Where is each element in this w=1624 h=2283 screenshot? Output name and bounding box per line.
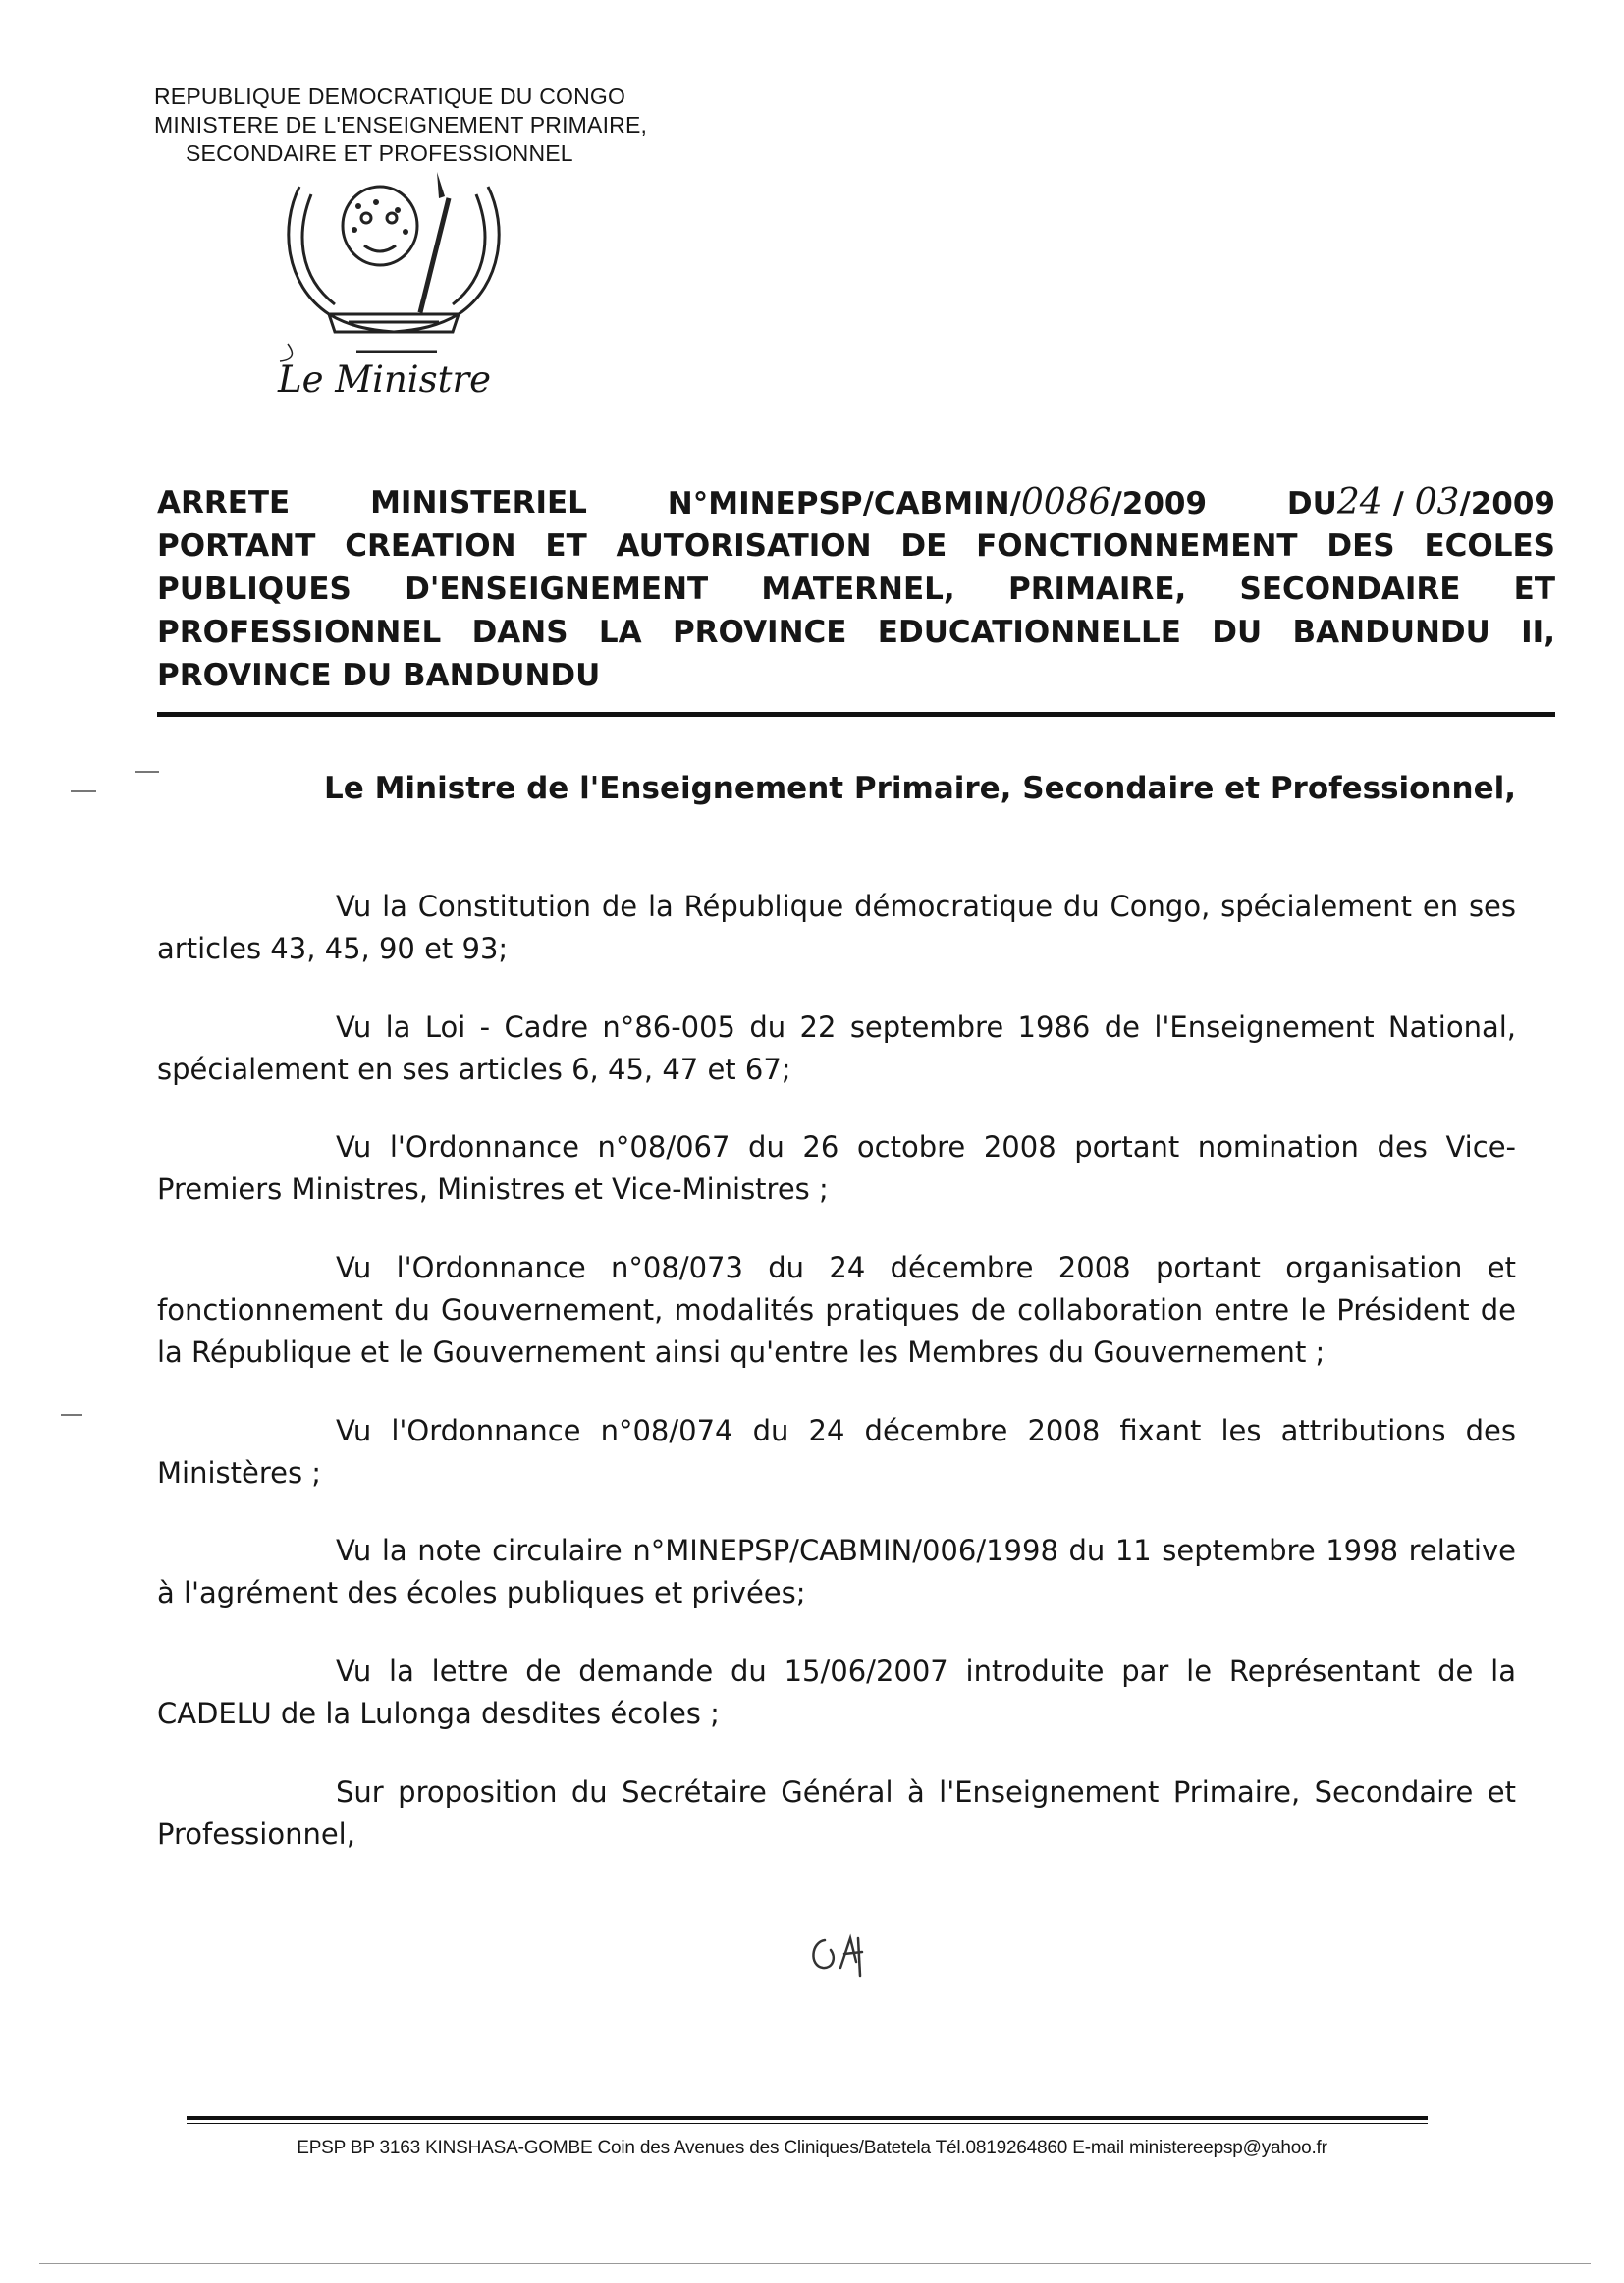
minister-heading: Le Ministre de l'Enseignement Primaire, Secondaire et Professionnel, [324,771,1517,806]
visa-ordonnance-074: Vu l'Ordonnance n°08/074 du 24 décembre 2008 fixant les attributions des Ministères ; [157,1414,1516,1490]
visa-lettre-demande: Vu la lettre de demande du 15/06/2007 introduite par le Représentant de la CADELU de la Lulonga desdites écoles ; [157,1655,1516,1730]
visa-loi-cadre: Vu la Loi - Cadre n°86-005 du 22 septembre 1986 de l'Enseignement National, spécialement en ses articles 6, 45, 47 et 67; [157,1010,1516,1086]
visa-ordonnance-073: Vu l'Ordonnance n°08/073 du 24 décembre 2008 portant organisation et fonctionnement du Gouvernement, modalités pratiques de collaboration entre le Président de la République et le Gouvernement ainsi qu'entre les Membres du Gouvernement ; [157,1251,1516,1369]
visa-ordonnance-067: Vu l'Ordonnance n°08/067 du 26 octobre 2008 portant nomination des Vice-Premiers Ministres, Ministres et Vice-Ministres ; [157,1130,1516,1206]
footer-divider [187,2116,1428,2120]
title-month: 03 [1414,482,1460,522]
scan-edge-line [39,2263,1591,2264]
handwritten-initials-icon [805,1932,870,1978]
letterhead [154,82,647,168]
margin-mark [61,1414,82,1416]
visa-constitution: Vu la Constitution de la République démocratique du Congo, spécialement en ses articles 43, 45, 90 et 93; [157,890,1516,965]
signature-title: Le Ministre [278,358,492,401]
title-ref-number: 0086 [1020,482,1111,522]
letterhead-ministry: MINISTERE DE L'ENSEIGNEMENT PRIMAIRE, [154,112,648,137]
coat-of-arms-leopard-icon [270,167,517,363]
footer-divider-thin [187,2123,1428,2124]
title-arrete: ARRETE [157,485,291,520]
title-ministeriel: MINISTERIEL [370,485,587,520]
letterhead-ministry-cont: SECONDAIRE ET PROFESSIONNEL [186,140,573,166]
margin-mark [135,771,159,773]
title-reference: N°MINEPSP/CABMIN/0086/2009 [667,482,1208,522]
footer-contact: EPSP BP 3163 KINSHASA-GOMBE Coin des Avenues des Cliniques/Batetela Tél.0819264860 E-mail ministereepsp@yahoo.fr [297,2138,1327,2158]
title-date: DU24 / 03/2009 [1286,482,1555,522]
proposition-secretaire-general: Sur proposition du Secrétaire Général à l'Enseignement Primaire, Secondaire et Professionnel, [157,1775,1516,1851]
letterhead-country: REPUBLIQUE DEMOCRATIQUE DU CONGO [154,83,626,109]
visa-note-circulaire: Vu la note circulaire n°MINEPSP/CABMIN/006/1998 du 11 septembre 1998 relative à l'agrément des écoles publiques et privées; [157,1534,1516,1609]
title-line-2: PORTANT CREATION ET AUTORISATION DE FONCTIONNEMENT DES ECOLES [157,528,1555,564]
title-line-3: PUBLIQUES D'ENSEIGNEMENT MATERNEL, PRIMAIRE, SECONDAIRE ET [157,571,1555,607]
title-divider [157,712,1555,717]
title-line-4: PROFESSIONNEL DANS LA PROVINCE EDUCATIONNELLE DU BANDUNDU II, [157,615,1555,650]
title-day: 24 [1336,482,1382,522]
margin-mark [71,790,96,792]
title-line-5: PROVINCE DU BANDUNDU [157,658,601,693]
